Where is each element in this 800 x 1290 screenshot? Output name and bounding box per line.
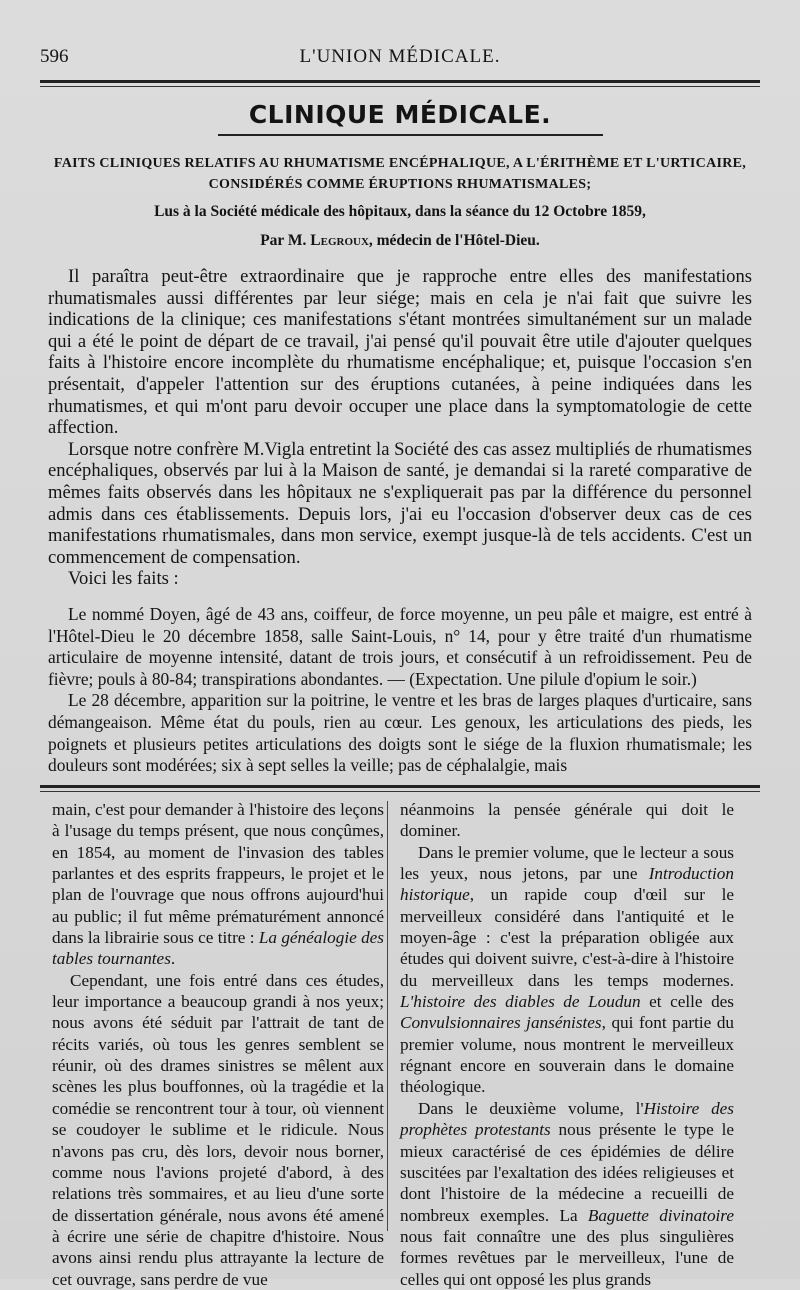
book-title: Convulsionnaires jansénistes <box>400 1013 602 1033</box>
text-run: Dans le premier volume, que le lecteur a sous les yeux, nous jetons, par une <box>400 842 734 884</box>
paragraph: Il paraîtra peut-être extraordinaire que je rapproche entre elles des manifestations rhumatismales aussi différentes par leur siége; mais en cela je n'ai fait que suivre les indications de la clinique; ces manifestations s'étant montrées simultanément sur un malade qui a été le point de départ de ce travail, j'ai pensé qu'il pouvait être utile d'ajouter quelques faits à l'histoire encore incomplète du rhumatisme encéphalique; et, puisque l'occasion s'en présentait, d'appeler l'attention sur des éruptions cutanées, à peine indiquées dans les rhumatismes, et qui m'ont paru devoir occuper une place dans la symptomatologie de cette affection. <box>48 266 752 439</box>
book-title: Baguette divinatoire <box>587 1205 734 1225</box>
author-prefix: Par M. <box>260 232 311 249</box>
author-line <box>48 232 752 250</box>
author-suffix: , médecin de l'Hôtel-Dieu. <box>368 232 540 249</box>
case-paragraph: Le 28 décembre, apparition sur la poitrine, le ventre et les bras de larges plaques d'urticaire, sans démangeaison. Même état du pouls, rien au cœur. Les genoux, les articulations des pieds, les poignets et plusieurs petites articulations des doigts sont le siége de la fluxion rhumatismale; les douleurs sont modérées; six à sept selles la veille; pas de céphalalgie, mais <box>48 690 752 776</box>
feuilleton-paragraph <box>400 842 734 1098</box>
book-title: La généalogie des tables tournantes <box>52 928 384 969</box>
article-heading: FAITS CLINIQUES RELATIFS AU RHUMATISME ENCÉPHALIQUE, A L'ÉRITHÈME ET L'URTICAIRE, CONSIDÉRÉS COMME ÉRUPTIONS RHUMATISMALES; <box>53 156 747 192</box>
text-run: main, c'est pour demander à l'histoire des leçons à l'usage du temps présent, que nous conçûmes, en 1854, au moment de l'invasion des tables parlantes et des esprits frappeurs, le projet et le plan de l'ouvrage que nous offrons aujourd'hui au public; il fut même prématurément annoncé dans la librairie sous ce titre : <box>52 800 384 948</box>
journal-title: L'UNION MÉDICALE. <box>299 46 501 67</box>
feuilleton-paragraph: Cependant, une fois entré dans ces études, leur importance a beaucoup grandi à nos yeux; nous avons été séduit par l'attrait de tant de récits variés, où tous les genres semblent se réunir, où des drames sinistres se mêlent aux scènes les plus bouffonnes, où la tragédie et la comédie se rencontrent tour à tour, où viennent se coudoyer le sublime et le ridicule. Nous n'avons pas cru, dès lors, devoir nous borner, comme nous l'avions projeté d'abord, à des relations très sommaires, et au lieu d'une sorte de dissertation générale, nous avons été amené à écrire une série de chapitre d'histoire. Nous avons ainsi rendu plus attrayante la lecture de cet ouvrage, sans perdre de vue <box>52 970 384 1289</box>
page-number: 596 <box>40 46 69 67</box>
book-title: Histoire des prophètes protestants <box>400 1098 734 1140</box>
text-run: et celle des <box>640 992 734 1012</box>
feuilleton-paragraph: néanmoins la pensée générale qui doit le dominer. <box>400 800 734 841</box>
author-name: Legroux <box>310 232 369 249</box>
feuilleton-paragraph <box>52 799 384 970</box>
case-paragraph: Le nommé Doyen, âgé de 43 ans, coiffeur, de force moyenne, un peu pâle et maigre, est entré à l'Hôtel-Dieu le 20 décembre 1858, salle Saint-Louis, n° 14, pour y être traité d'un rhumatisme articulaire de moyenne intensité, datant de trois jours, et consécutif à un refroidissement. Peu de fièvre; pouls à 80-84; transpirations abondantes. — (Expectation. Une pilule d'opium le soir.) <box>48 604 752 689</box>
feuilleton-right-column <box>400 799 734 1290</box>
read-at-line: Lus à la Société médicale des hôpitaux, dans la séance du 12 Octobre 1859, <box>154 203 646 220</box>
feuilleton-rule <box>40 785 760 788</box>
text-run: , qui font partie du premier volume, nous montrent le merveilleux régnant encore en souverain dans le domaine théologique. <box>400 1013 735 1097</box>
text-run: Dans le deuxième volume, l' <box>418 1098 644 1118</box>
article-body <box>48 266 752 590</box>
feuilleton-paragraph <box>400 1098 734 1290</box>
paragraph: Voici les faits : <box>68 568 179 590</box>
book-title: L'histoire des diables de Loudun <box>400 992 641 1012</box>
feuilleton-rule-thin <box>40 791 760 792</box>
text-run: nous fait connaître une des plus singulières formes revêtues par le merveilleux, l'une de celles qui ont opposé les plus grands <box>400 1226 734 1289</box>
paragraph: Lorsque notre confrère M.Vigla entretint la Société des cas assez multipliés de rhumatismes encéphaliques, observés par lui à la Maison de santé, je demandai si la rareté comparative de mêmes faits observés dans les hôpitaux ne s'expliquerait pas par la différence du personnel admis dans ces établissements. Depuis lors, j'ai eu l'occasion d'observer deux cas de ces manifestations rhumatismales, dans mon service, exempt jusque-là de tels accidents. C'est un commencement de compensation. <box>48 438 752 568</box>
text-run: nous présente le type le mieux caractérisé de ces épidémies de délire suscitées par l'exaltation des idées religieuses et dont l'histoire de la médecine a recueilli de nombreux exemples. La <box>400 1120 734 1225</box>
text-run: , un rapide coup d'œil sur le merveilleux considéré dans l'antiquité et le moyen-âge : c'est la préparation obligée aux études qui doivent suivre, c'est-à-dire à l'histoire du merveilleux dans les temps modernes. <box>400 885 734 990</box>
running-head <box>40 44 760 74</box>
top-rule-thin <box>40 86 760 87</box>
book-title: Introduction historique <box>400 864 734 905</box>
section-title: CLINIQUE MÉDICALE. <box>248 100 552 129</box>
top-rule <box>40 80 760 83</box>
feuilleton-left-column <box>52 799 384 1290</box>
section-rule <box>218 134 603 136</box>
case-report <box>48 604 752 777</box>
column-divider <box>387 801 388 1231</box>
text-run: . <box>170 949 176 969</box>
